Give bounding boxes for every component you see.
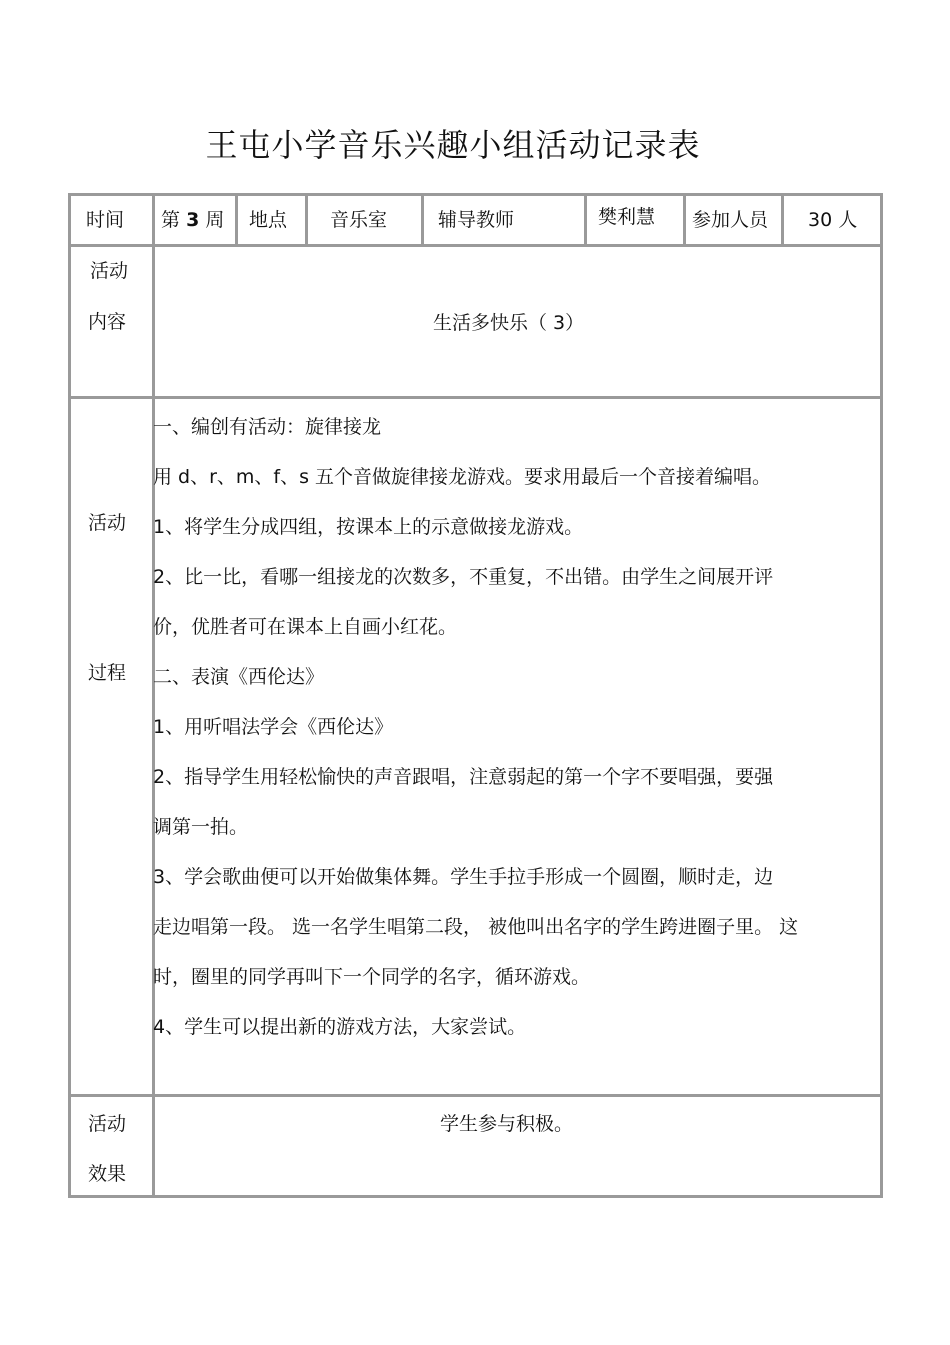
effect-label-line2: 效果 [88, 1163, 127, 1185]
week-cell [161, 208, 224, 232]
effect-label-line1: 活动 [88, 1113, 127, 1135]
process-label-line1: 活动 [88, 512, 127, 534]
participants-label: 参加人员 [692, 209, 769, 231]
table-border-right [880, 193, 883, 1198]
process-line: 3、学会歌曲便可以开始做集体舞。学生手拉手形成一个圆圈，顺时走，边 [153, 866, 774, 888]
place-label: 地点 [249, 209, 288, 231]
process-line: 1、用听唱法学会《西伦达》 [153, 716, 394, 738]
process-line: 用 d、r、m、f、s 五个音做旋律接龙游戏。要求用最后一个音接着编唱。 [153, 466, 772, 488]
participants-value: 30 人 [808, 209, 858, 231]
place-value: 音乐室 [330, 209, 388, 231]
process-line: 1、将学生分成四组，按课本上的示意做接龙游戏。 [153, 516, 584, 538]
teacher-value: 樊利慧 [598, 206, 656, 228]
process-line: 价，优胜者可在课本上自画小红花。 [153, 616, 458, 638]
process-line: 2、比一比，看哪一组接龙的次数多，不重复，不出错。由学生之间展开评 [153, 566, 774, 588]
content-label-line2: 内容 [88, 311, 127, 333]
process-row-bottom-border [68, 1094, 883, 1097]
teacher-label: 辅导教师 [438, 209, 515, 231]
header-divider-week [235, 193, 238, 247]
content-value: 生活多快乐（ 3） [433, 312, 585, 334]
page-title: 王屯小学音乐兴趣小组活动记录表 [205, 126, 701, 164]
process-line: 调第一拍。 [153, 816, 249, 838]
process-label-line2: 过程 [88, 662, 127, 684]
process-line: 二、表演《西伦达》 [153, 666, 325, 688]
time-label: 时间 [86, 209, 125, 231]
header-divider-place [305, 193, 308, 247]
header-divider-participants [781, 193, 784, 247]
effect-value: 学生参与积极。 [440, 1113, 574, 1135]
week-suffix: 周 [205, 209, 225, 231]
process-line: 时，圈里的同学再叫下一个同学的名字，循环游戏。 [153, 966, 591, 988]
content-row-bottom-border [68, 396, 883, 399]
header-divider-teacher-label [584, 193, 587, 247]
week-number: 3 [186, 209, 200, 231]
header-row-bottom-border [68, 244, 883, 247]
table-border-top [68, 193, 883, 196]
table-border-left [68, 193, 71, 1198]
label-column-divider [152, 193, 155, 1198]
activity-record-table [68, 193, 883, 1198]
content-label-line1: 活动 [90, 260, 129, 282]
table-border-bottom [68, 1195, 883, 1198]
header-divider-teacher-name [683, 193, 686, 247]
process-line: 一、编创有活动：旋律接龙 [153, 416, 382, 438]
process-line: 走边唱第一段。 选一名学生唱第二段， 被他叫出名字的学生跨进圈子里。 这 [153, 916, 799, 938]
header-divider-room [421, 193, 424, 247]
week-prefix: 第 [161, 209, 181, 231]
process-line: 2、指导学生用轻松愉快的声音跟唱，注意弱起的第一个字不要唱强，要强 [153, 766, 774, 788]
process-line: 4、学生可以提出新的游戏方法，大家尝试。 [153, 1016, 527, 1038]
